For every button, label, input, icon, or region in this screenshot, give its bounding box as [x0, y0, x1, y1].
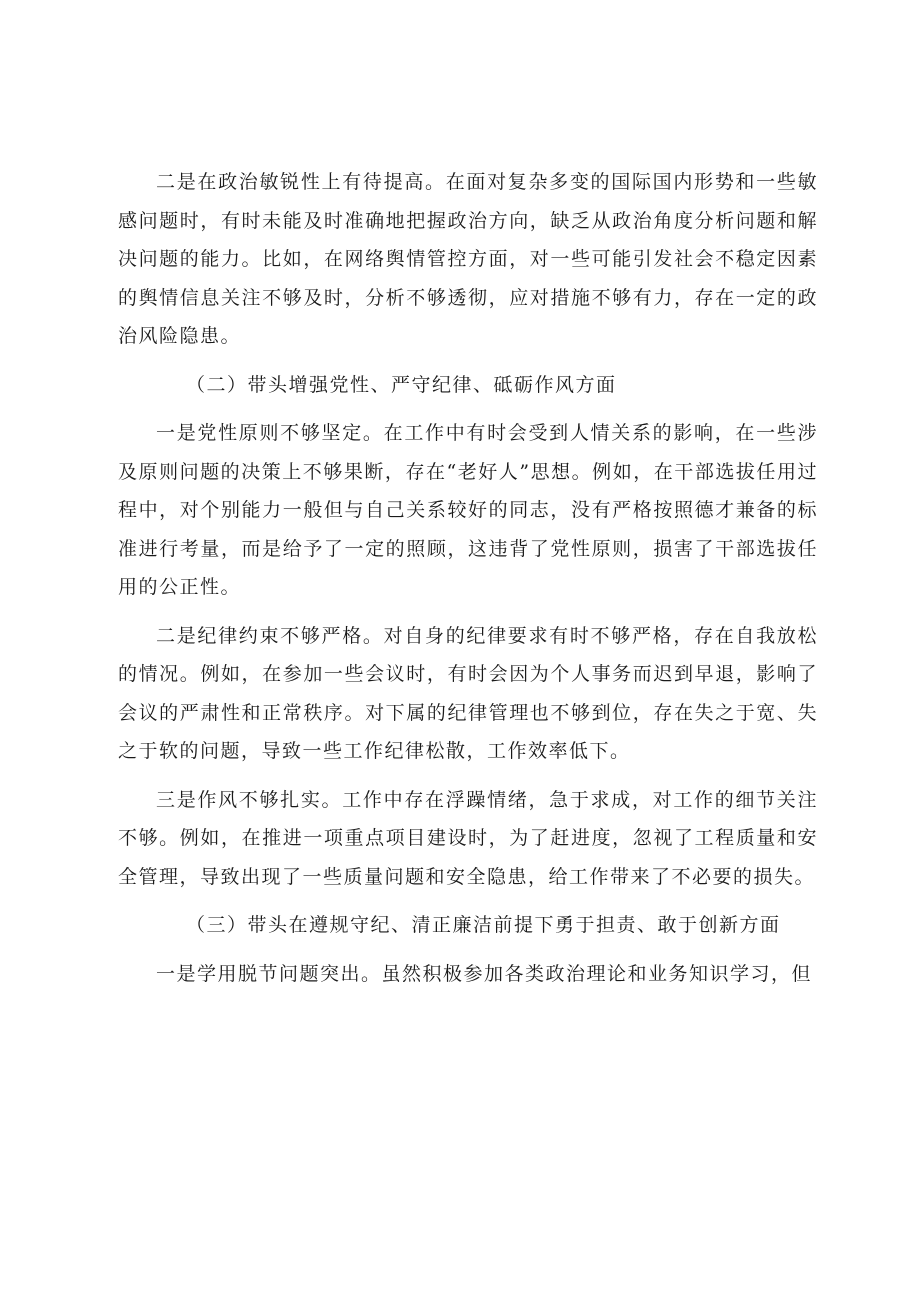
paragraph-political-sensitivity: 二是在政治敏锐性上有待提高。在面对复杂多变的国际国内形势和一些敏感问题时，有时未能及时准确地把握政治方向，缺乏从政治角度分析问题和解决问题的能力。比如，在网络舆情管控方面，对一些可能引发社会不稳定因素的舆情信息关注不够及时，分析不够透彻，应对措施不够有力，存在一定的政治风险隐患。: [118, 171, 818, 347]
paragraph-work-style: 三是作风不够扎实。工作中存在浮躁情绪，急于求成，对工作的细节关注不够。例如，在推进一项重点项目建设时，为了赶进度，忽视了工程质量和安全管理，导致出现了一些质量问题和安全隐患，给工作带来了不必要的损失。: [118, 788, 818, 888]
paragraph-study-practice: 一是学用脱节问题突出。虽然积极参加各类政治理论和业务知识学习，但: [156, 962, 813, 985]
document-body: [118, 163, 818, 1003]
section-heading-3: （三）带头在遵规守纪、清正廉洁前提下勇于担责、敢于创新方面: [186, 914, 781, 936]
paragraph-discipline: 二是纪律约束不够严格。对自身的纪律要求有时不够严格，存在自我放松的情况。例如，在参加一些会议时，有时会因为个人事务而迟到早退，影响了会议的严肃性和正常秩序。对下属的纪律管理也不够到位，存在失之于宽、失之于软的问题，导致一些工作纪律松散，工作效率低下。: [118, 624, 818, 762]
paragraph-party-principle: 一是党性原则不够坚定。在工作中有时会受到人情关系的影响，在一些涉及原则问题的决策上不够果断，存在“老好人”思想。例如，在干部选拔任用过程中，对个别能力一般但与自己关系较好的同志，没有严格按照德才兼备的标准进行考量，而是给予了一定的照顾，这违背了党性原则，损害了干部选拔任用的公正性。: [118, 422, 818, 598]
section-heading-2: （二）带头增强党性、严守纪律、砥砺作风方面: [186, 373, 617, 396]
